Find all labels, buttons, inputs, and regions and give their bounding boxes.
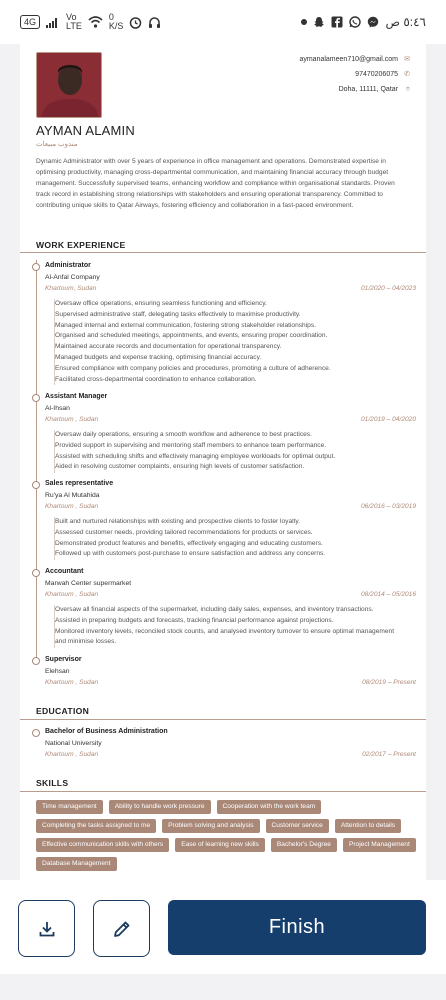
- volte-top: Vo: [66, 12, 77, 22]
- section-divider: [20, 719, 426, 720]
- job-bullet: Assisted with scheduling shifts and effectively managing employee workloads for optimal output.: [55, 452, 336, 460]
- edit-button[interactable]: [93, 900, 150, 957]
- job-dates: 06/2016 – 03/2019: [360, 503, 416, 510]
- network-speed: [109, 13, 124, 31]
- contact-phone-row: [299, 67, 410, 82]
- snapchat-icon: [313, 16, 325, 28]
- timeline-dot-icon: [32, 657, 40, 665]
- status-badge: 4G: [20, 15, 40, 29]
- section-divider: [20, 791, 426, 792]
- skill-tag: Problem solving and analysis: [162, 819, 259, 833]
- job-dates: 01/2019 – 04/2020: [360, 416, 416, 423]
- job-dates: 08/2019 – Present: [362, 679, 416, 686]
- job-entry: [30, 393, 416, 473]
- timeline-dot-icon: [32, 569, 40, 577]
- job-location: Khartoum , Sudan: [45, 591, 99, 598]
- job-location: Khartoum, Sudan: [45, 285, 97, 292]
- job-bullet: Monitored inventory levels, reconciled stock counts, and analysed inventory turnover to ensure optimal management and minimise losses.: [55, 627, 395, 646]
- job-bullet: Aided in resolving customer complaints, ensuring high levels of customer satisfaction.: [55, 463, 305, 471]
- job-bullet: Ensured compliance with company policies and procedures, promoting a culture of adherence.: [55, 364, 331, 372]
- download-button[interactable]: [18, 900, 75, 957]
- job-bullets: [54, 605, 400, 648]
- work-experience-title: WORK EXPERIENCE: [36, 240, 126, 250]
- resume-preview[interactable]: [20, 44, 426, 880]
- job-bullet: Assessed customer needs, providing tailored recommendations for products or services.: [55, 528, 313, 536]
- skill-tag: Project Management: [343, 838, 416, 852]
- timeline-dot-icon: [32, 394, 40, 402]
- status-bar: [0, 0, 446, 44]
- contact-email-row: [299, 52, 410, 67]
- job-company: Elehsan: [45, 668, 70, 675]
- skills-list: [36, 800, 416, 871]
- job-bullets: [54, 430, 400, 473]
- contact-address: Doha, 11111, Qatar: [338, 86, 398, 93]
- skill-tag: Attention to details: [335, 819, 401, 833]
- phone-icon: ✆: [404, 71, 410, 78]
- job-bullet: Supervised administrative staff, delegating tasks effectively to maximise productivity.: [55, 310, 301, 318]
- job-bullet: Demonstrated product features and benefits, effectively engaging and educating customers.: [55, 539, 323, 547]
- volte-indicator: [66, 13, 82, 31]
- timeline-dot-icon: [32, 729, 40, 737]
- job-title: Sales representative: [45, 480, 114, 487]
- section-divider: [20, 252, 426, 253]
- pencil-icon: [112, 919, 132, 939]
- email-icon: ✉: [404, 56, 410, 63]
- job-bullet: Built and nurtured relationships with existing and prospective clients to foster loyalty.: [55, 518, 301, 525]
- education-title: EDUCATION: [36, 706, 90, 716]
- skill-tag: Cooperation with the work team: [217, 800, 322, 814]
- wifi-icon: [88, 16, 103, 28]
- education-location: Khartoum , Sudan: [45, 751, 99, 758]
- profile-photo: [36, 52, 102, 118]
- job-entry: [30, 480, 416, 560]
- clock: ٥:٤٦ ص: [385, 15, 426, 29]
- notification-dot-icon: [301, 19, 307, 25]
- whatsapp-icon: [349, 16, 361, 28]
- download-icon: [38, 920, 56, 938]
- job-bullet: Followed up with customers post-purchase to ensure satisfaction and address any concerns.: [55, 550, 326, 558]
- resume-name: AYMAN ALAMIN: [36, 123, 135, 138]
- job-title: Administrator: [45, 262, 91, 269]
- job-company: Al-Ihsan: [45, 405, 70, 412]
- contact-phone: 97470206075: [355, 71, 398, 78]
- signal-icon: [46, 17, 60, 28]
- job-location: Khartoum , Sudan: [45, 503, 99, 510]
- job-bullet: Assisted in preparing budgets and forecasts, tracking financial performance against projections.: [55, 616, 334, 624]
- job-bullets: [54, 517, 400, 560]
- speed-unit: K/S: [108, 21, 124, 31]
- skill-tag: Database Management: [36, 857, 117, 871]
- timeline-dot-icon: [32, 481, 40, 489]
- bottom-action-bar: [0, 880, 446, 974]
- job-bullet: Facilitated cross-departmental coordination to enhance collaboration.: [55, 375, 257, 383]
- contact-email: aymanalameen710@gmail.com: [299, 56, 398, 63]
- skill-tag: Time management: [36, 800, 103, 814]
- job-location: Khartoum , Sudan: [45, 679, 99, 686]
- job-bullet: Oversaw office operations, ensuring seamless functioning and efficiency.: [55, 300, 267, 307]
- job-title: Supervisor: [45, 656, 82, 663]
- skill-tag: Ease of learning new skills: [175, 838, 265, 852]
- job-bullets: [54, 299, 400, 385]
- job-bullet: Organised and scheduled meetings, appointments, and events, ensuring proper coordination.: [55, 332, 328, 340]
- timeline-dot-icon: [32, 263, 40, 271]
- headphones-icon: [148, 16, 161, 29]
- location-pin-icon: ⌾: [405, 86, 410, 93]
- job-bullet: Provided support in supervising and mentoring staff members to enhance team performance.: [55, 441, 327, 449]
- skill-tag: Ability to handle work pressure: [109, 800, 211, 814]
- job-company: Marwah Center supermarket: [45, 580, 132, 587]
- job-entry: [30, 656, 416, 692]
- alarm-icon: [129, 16, 142, 29]
- skill-tag: Customer service: [266, 819, 329, 833]
- job-company: Al-Anfal Company: [45, 274, 100, 281]
- profile-summary: Dynamic Administrator with over 5 years of experience in office management and operations. Demonstrated expertise in optimising productivity, managing cross-departmental communication, and maintaining financial accuracy through budget management. Successfully supervised teams, enhancing workflow and compliance within organisational standards. Proven track record in establishing strong relationships with stakeholders and ensuring operational transparency. Committed to contributing unique skills to Qatar Airways, fostering efficiency and collaboration in a fast-paced environment.: [36, 158, 395, 209]
- contact-block: [299, 52, 410, 97]
- education-entry: [30, 728, 416, 764]
- skills-title: SKILLS: [36, 778, 69, 788]
- status-left: [20, 13, 161, 31]
- contact-address-row: [299, 82, 410, 97]
- job-location: Khartoum , Sudan: [45, 416, 99, 423]
- job-dates: 08/2014 – 05/2016: [360, 591, 416, 598]
- job-bullet: Managed budgets and expense tracking, optimising financial accuracy.: [55, 353, 262, 361]
- status-right: [301, 15, 426, 29]
- speed-value: 0: [108, 12, 114, 22]
- skill-tag: Bachelor's Degree: [271, 838, 337, 852]
- job-bullet: Oversaw all financial aspects of the supermarket, including daily sales, expenses, and inventory transactions.: [55, 606, 374, 613]
- job-bullet: Managed internal and external communication, fostering strong stakeholder relationships.: [55, 321, 316, 329]
- messenger-icon: [367, 16, 379, 28]
- system-nav-bar: [0, 974, 446, 1000]
- education-degree: Bachelor of Business Administration: [45, 728, 168, 735]
- job-title: Assistant Manager: [45, 393, 108, 400]
- skill-tag: Effective communication skills with others: [36, 838, 169, 852]
- job-entry: [30, 262, 416, 384]
- finish-button[interactable]: Finish: [168, 900, 426, 955]
- education-school: National University: [45, 740, 102, 747]
- job-dates: 01/2020 – 04/2023: [360, 285, 416, 292]
- job-title: Accountant: [45, 568, 84, 575]
- education-dates: 02/2017 – Present: [362, 751, 416, 758]
- skill-tag: Completing the tasks assigned to me: [36, 819, 156, 833]
- job-bullet: Maintained accurate records and documentation for operational transparency.: [55, 343, 282, 351]
- job-bullet: Oversaw daily operations, ensuring a smooth workflow and adherence to best practices.: [55, 431, 312, 438]
- job-company: Ru'ya Al Mutahida: [45, 492, 100, 499]
- job-entry: [30, 568, 416, 648]
- resume-subtitle: مندوب مبيعات: [36, 141, 78, 148]
- facebook-icon: [331, 16, 343, 28]
- avatar-icon: [37, 53, 102, 118]
- volte-bottom: LTE: [66, 21, 82, 31]
